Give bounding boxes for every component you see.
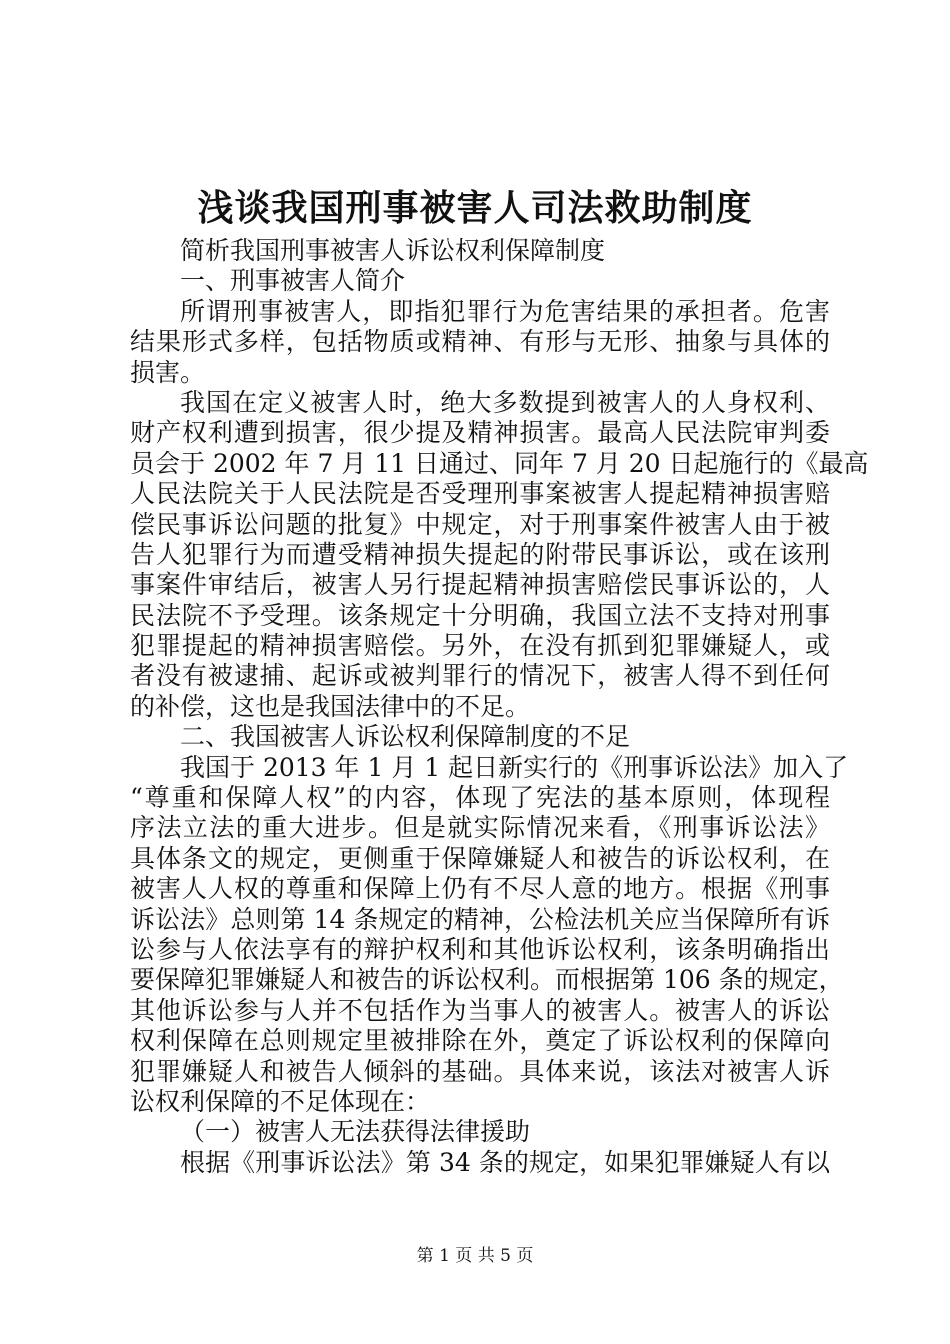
- paragraph-line: 人民法院关于人民法院是否受理刑事案被害人提起精神损害赔: [130, 479, 830, 509]
- paragraph-line: 序法立法的重大进步。但是就实际情况来看，《刑事诉讼法》: [130, 813, 830, 843]
- paragraph-line: 要保障犯罪嫌疑人和被告的诉讼权利。而根据第 106 条的规定，: [130, 965, 844, 995]
- paragraph-line: 的补偿，这也是我国法律中的不足。: [130, 691, 531, 721]
- section-heading-1: 一、刑事被害人简介: [180, 266, 406, 296]
- paragraph-line: 具体条文的规定，更侧重于保障嫌疑人和被告的诉讼权利，在: [130, 843, 830, 873]
- subtitle-line: 简析我国刑事被害人诉讼权利保障制度: [180, 236, 606, 265]
- paragraph-line: 诉讼法》总则第 14 条规定的精神，公检法机关应当保障所有诉: [130, 904, 830, 934]
- paragraph-line: 财产权利遭到损害，很少提及精神损害。最高人民法院审判委: [130, 418, 830, 448]
- paragraph-line: 员会于 2002 年 7 月 11 日通过、同年 7 月 20 日起施行的《最高: [130, 448, 869, 478]
- paragraph-line: 犯罪提起的精神损害赔偿。另外，在没有抓到犯罪嫌疑人，或: [130, 631, 830, 661]
- paragraph-line: 被害人人权的尊重和保障上仍有不尽人意的地方。根据《刑事: [130, 874, 830, 904]
- paragraph-line: 告人犯罪行为而遭受精神损失提起的附带民事诉讼，或在该刑: [130, 539, 830, 569]
- paragraph-line: 讼参与人依法享有的辩护权利和其他诉讼权利，该条明确指出: [130, 934, 830, 964]
- paragraph-line: 我国在定义被害人时，绝大多数提到被害人的人身权利、: [180, 387, 830, 417]
- paragraph-line: “尊重和保障人权”的内容，体现了宪法的基本原则，体现程: [130, 783, 830, 813]
- paragraph-line: 结果形式多样，包括物质或精神、有形与无形、抽象与具体的: [130, 327, 830, 357]
- subsection-heading: （一）被害人无法获得法律援助: [180, 1117, 531, 1147]
- paragraph-line: 犯罪嫌疑人和被告人倾斜的基础。具体来说，该法对被害人诉: [130, 1056, 830, 1086]
- document-body: [130, 236, 869, 1178]
- paragraph-line: 损害。: [130, 357, 206, 387]
- section-heading-2: 二、我国被害人诉讼权利保障制度的不足: [180, 722, 631, 752]
- page-footer: 第 1 页 共 5 页: [416, 1246, 534, 1266]
- paragraph-line: 权利保障在总则规定里被排除在外，奠定了诉讼权利的保障向: [130, 1026, 830, 1056]
- paragraph-line: 民法院不予受理。该条规定十分明确，我国立法不支持对刑事: [130, 600, 830, 630]
- paragraph-line: 我国于 2013 年 1 月 1 起日新实行的《刑事诉讼法》加入了: [180, 752, 849, 782]
- paragraph-line: 其他诉讼参与人并不包括作为当事人的被害人。被害人的诉讼: [130, 995, 830, 1025]
- paragraph-line: 者没有被逮捕、起诉或被判罪行的情况下，被害人得不到任何: [130, 661, 830, 691]
- paragraph-line: 根据《刑事诉讼法》第 34 条的规定，如果犯罪嫌疑人有以: [180, 1147, 830, 1177]
- document-title: 浅谈我国刑事被害人司法救助制度: [197, 187, 753, 229]
- paragraph-line: 讼权利保障的不足体现在：: [130, 1086, 431, 1116]
- paragraph-line: 偿民事诉讼问题的批复》中规定，对于刑事案件被害人由于被: [130, 509, 830, 539]
- paragraph-line: 事案件审结后，被害人另行提起精神损害赔偿民事诉讼的，人: [130, 570, 830, 600]
- paragraph-line: 所谓刑事被害人，即指犯罪行为危害结果的承担者。危害: [180, 296, 830, 326]
